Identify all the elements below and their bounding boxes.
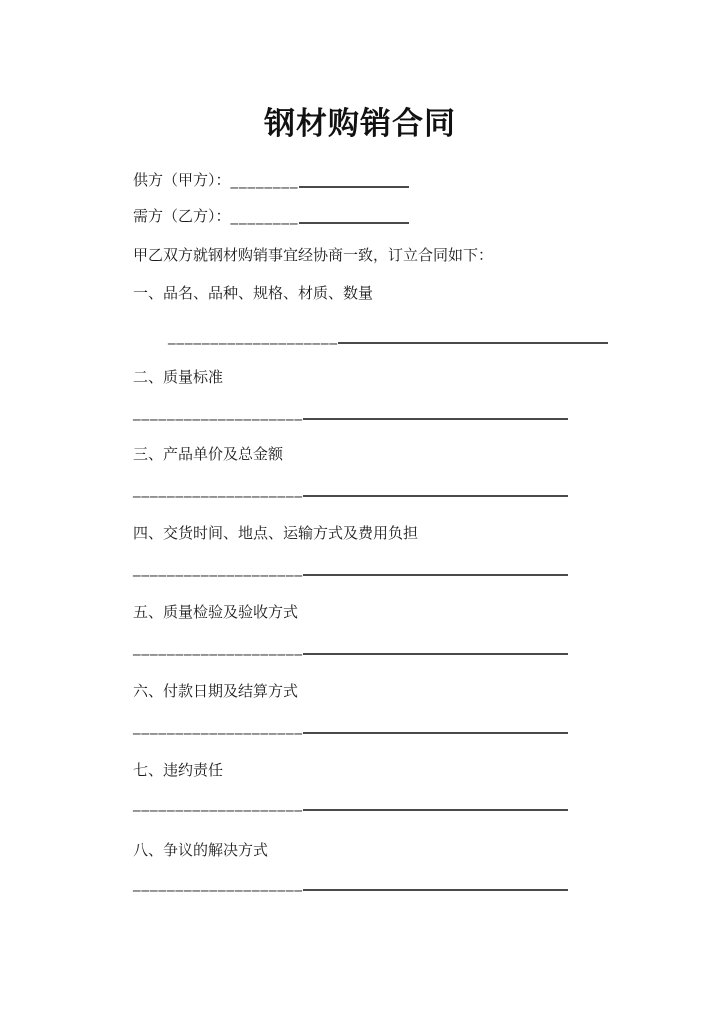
section-blank-line-7: [133, 795, 568, 811]
section-rule-3: [303, 494, 568, 497]
section-blank-line-6: [133, 718, 568, 734]
section-rule-2: [303, 417, 568, 420]
buyer-label: 需方（乙方）：: [133, 207, 231, 225]
section-blank-line-3: [133, 481, 568, 497]
section-heading-5: 五、质量检验及验收方式: [133, 603, 299, 621]
section-blank-line-2: [133, 404, 568, 420]
section-heading-7: 七、违约责任: [133, 761, 224, 779]
supplier-label: 供方（甲方）：: [133, 171, 231, 189]
section-rule-5: [303, 652, 568, 655]
section-heading-4: 四、交货时间、地点、运输方式及费用负担: [133, 524, 419, 542]
section-heading-3: 三、产品单价及总金额: [133, 445, 284, 463]
section-heading-8: 八、争议的解决方式: [133, 841, 269, 859]
section-fill-underscores-5: ____________________: [133, 638, 303, 656]
section-rule-6: [303, 731, 568, 734]
section-fill-underscores-4: ____________________: [133, 559, 303, 577]
section-fill-underscores-7: ____________________: [133, 794, 303, 812]
section-heading-6: 六、付款日期及结算方式: [133, 682, 299, 700]
section-fill-underscores-6: ____________________: [133, 717, 303, 735]
intro-text: 甲乙双方就钢材购销事宜经协商一致，订立合同如下：: [133, 246, 494, 264]
section-heading-2: 二、质量标准: [133, 368, 224, 386]
section-fill-underscores-3: ____________________: [133, 480, 303, 498]
section-blank-line-8: [133, 875, 568, 891]
section-rule-8: [303, 888, 568, 891]
buyer-fill-underscores: ________: [230, 207, 299, 225]
page-title: 钢材购销合同: [264, 106, 456, 142]
section-blank-line-1: [168, 328, 608, 344]
section-blank-line-4: [133, 560, 568, 576]
section-rule-7: [303, 808, 568, 811]
section-blank-line-5: [133, 639, 568, 655]
supplier-blank-line: [299, 185, 409, 188]
supplier-fill-underscores: ________: [230, 171, 299, 189]
buyer-blank-line: [299, 221, 409, 224]
buyer-party-line: [133, 206, 409, 226]
section-rule-1: [338, 341, 608, 344]
section-fill-underscores-1: ____________________: [168, 327, 338, 345]
section-heading-1: 一、品名、品种、规格、材质、数量: [133, 284, 374, 302]
section-fill-underscores-8: ____________________: [133, 874, 303, 892]
section-rule-4: [303, 573, 568, 576]
section-fill-underscores-2: ____________________: [133, 403, 303, 421]
supplier-party-line: [133, 170, 409, 190]
